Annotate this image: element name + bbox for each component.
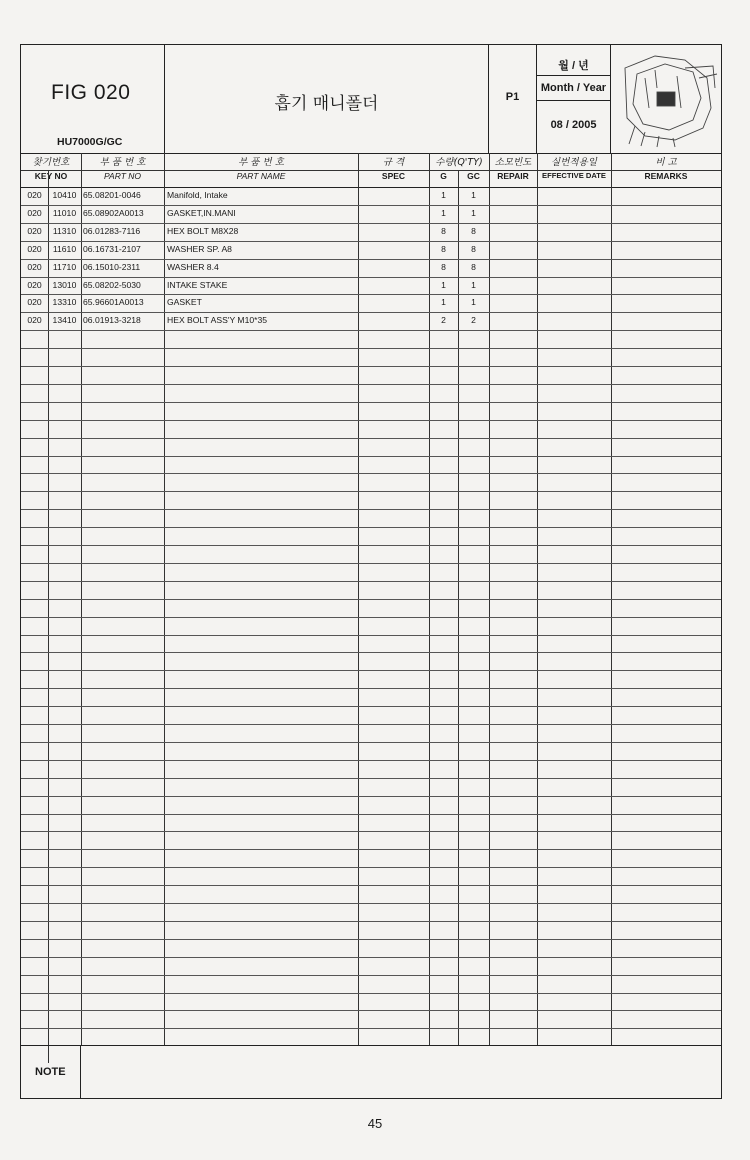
col-qty-ko: 수량(Q'TY) — [435, 157, 483, 168]
row-g: 8 — [441, 225, 446, 236]
row-spec — [358, 277, 429, 294]
col-qty-gc: GC — [467, 171, 480, 181]
row-part-no: 65.08902A0013 — [83, 207, 144, 218]
row-g: 1 — [441, 207, 446, 218]
row-key: 13410 — [52, 315, 77, 326]
sheet-header — [21, 45, 721, 154]
row-gc: 1 — [471, 297, 476, 308]
row-gc: 8 — [471, 261, 476, 272]
row-name: GASKET,IN.MANI — [167, 207, 236, 218]
col-remarks-ko: 비 고 — [655, 157, 677, 168]
col-key-ko: 찾기번호 — [32, 157, 70, 168]
row-part-no: 06.01913-3218 — [83, 315, 141, 326]
col-part-name-ko: 부 품 번 호 — [238, 157, 284, 168]
row-name: INTAKE STAKE — [167, 279, 228, 290]
row-g: 8 — [441, 261, 446, 272]
row-spec — [358, 312, 429, 329]
row-spec — [358, 187, 429, 204]
row-gc: 1 — [471, 190, 476, 200]
row-key: 10410 — [52, 190, 77, 200]
row-spec — [358, 294, 429, 311]
row-part-no: 06.01283-7116 — [83, 225, 141, 236]
row-gc: 2 — [471, 315, 476, 326]
row-name: HEX BOLT ASS'Y M10*35 — [167, 315, 268, 326]
row-fig: 020 — [27, 207, 42, 218]
row-g: 8 — [441, 243, 446, 254]
note-label-cell — [21, 1046, 81, 1099]
date-cell — [537, 45, 611, 153]
row-fig: 020 — [27, 315, 42, 326]
col-part-name-en: PART NAME — [236, 171, 286, 181]
fig-cell — [21, 45, 165, 153]
row-g: 2 — [441, 315, 446, 326]
illustration-cell — [611, 45, 721, 153]
engine-illustration-icon — [615, 48, 719, 148]
fig-title: FIG 020 — [51, 81, 131, 104]
month-year-ko: 월 / 년 — [558, 60, 589, 72]
parts-sheet — [20, 44, 722, 1099]
row-g: 1 — [441, 190, 446, 200]
row-fig: 020 — [27, 297, 42, 308]
page-cell — [489, 45, 537, 153]
row-key: 13310 — [52, 297, 77, 308]
row-part-no: 65.08201-0046 — [83, 190, 141, 200]
row-name: HEX BOLT M8X28 — [167, 225, 239, 236]
row-spec — [358, 241, 429, 258]
col-part-no-en: PART NO — [104, 171, 141, 181]
row-fig: 020 — [27, 190, 42, 200]
row-part-no: 65.08202-5030 — [83, 279, 141, 290]
row-key: 11610 — [52, 243, 77, 254]
page-code: P1 — [505, 91, 520, 103]
row-spec — [358, 223, 429, 240]
col-repair-en: REPAIR — [497, 171, 529, 181]
row-spec — [358, 205, 429, 222]
row-name: WASHER SP. A8 — [167, 243, 232, 254]
note-area — [21, 1045, 721, 1101]
row-key: 11710 — [52, 261, 77, 272]
col-effective-en: EFFECTIVE DATE — [542, 171, 606, 180]
col-repair-ko: 소모빈도 — [494, 157, 532, 168]
row-gc: 1 — [471, 279, 476, 290]
row-fig: 020 — [27, 225, 42, 236]
note-label: NOTE — [35, 1066, 66, 1078]
row-name: WASHER 8.4 — [167, 261, 219, 272]
row-key: 11010 — [52, 207, 77, 218]
col-part-no-ko: 부 품 번 호 — [99, 157, 146, 168]
col-qty-g: G — [440, 171, 447, 181]
row-spec — [358, 259, 429, 276]
row-g: 1 — [441, 297, 446, 308]
row-key: 11310 — [52, 225, 77, 236]
page-title: 흡기 매니폴더 — [274, 94, 379, 114]
row-fig: 020 — [27, 261, 42, 272]
row-key: 13010 — [52, 279, 77, 290]
row-name: GASKET — [167, 297, 202, 308]
effective-date: 08 / 2005 — [550, 119, 597, 131]
row-part-no: 06.15010-2311 — [83, 261, 141, 272]
col-spec-en: SPEC — [381, 171, 406, 181]
col-key-en: KEY NO — [34, 171, 68, 181]
page-number: 45 — [367, 1116, 383, 1131]
month-year-en: Month / Year — [540, 82, 607, 94]
row-gc: 8 — [471, 225, 476, 236]
row-part-no: 65.96601A0013 — [83, 297, 144, 308]
title-cell — [165, 45, 489, 153]
model-name: HU7000G/GC — [57, 136, 123, 148]
row-part-no: 06.16731-2107 — [83, 243, 141, 254]
row-g: 1 — [441, 279, 446, 290]
col-remarks-en: REMARKS — [644, 171, 688, 181]
row-fig: 020 — [27, 243, 42, 254]
row-name: Manifold, Intake — [167, 190, 228, 200]
col-effective-ko: 실번적용일 — [551, 157, 597, 168]
row-gc: 1 — [471, 207, 476, 218]
row-gc: 8 — [471, 243, 476, 254]
col-spec-ko: 규 격 — [382, 157, 405, 168]
row-fig: 020 — [27, 279, 42, 290]
